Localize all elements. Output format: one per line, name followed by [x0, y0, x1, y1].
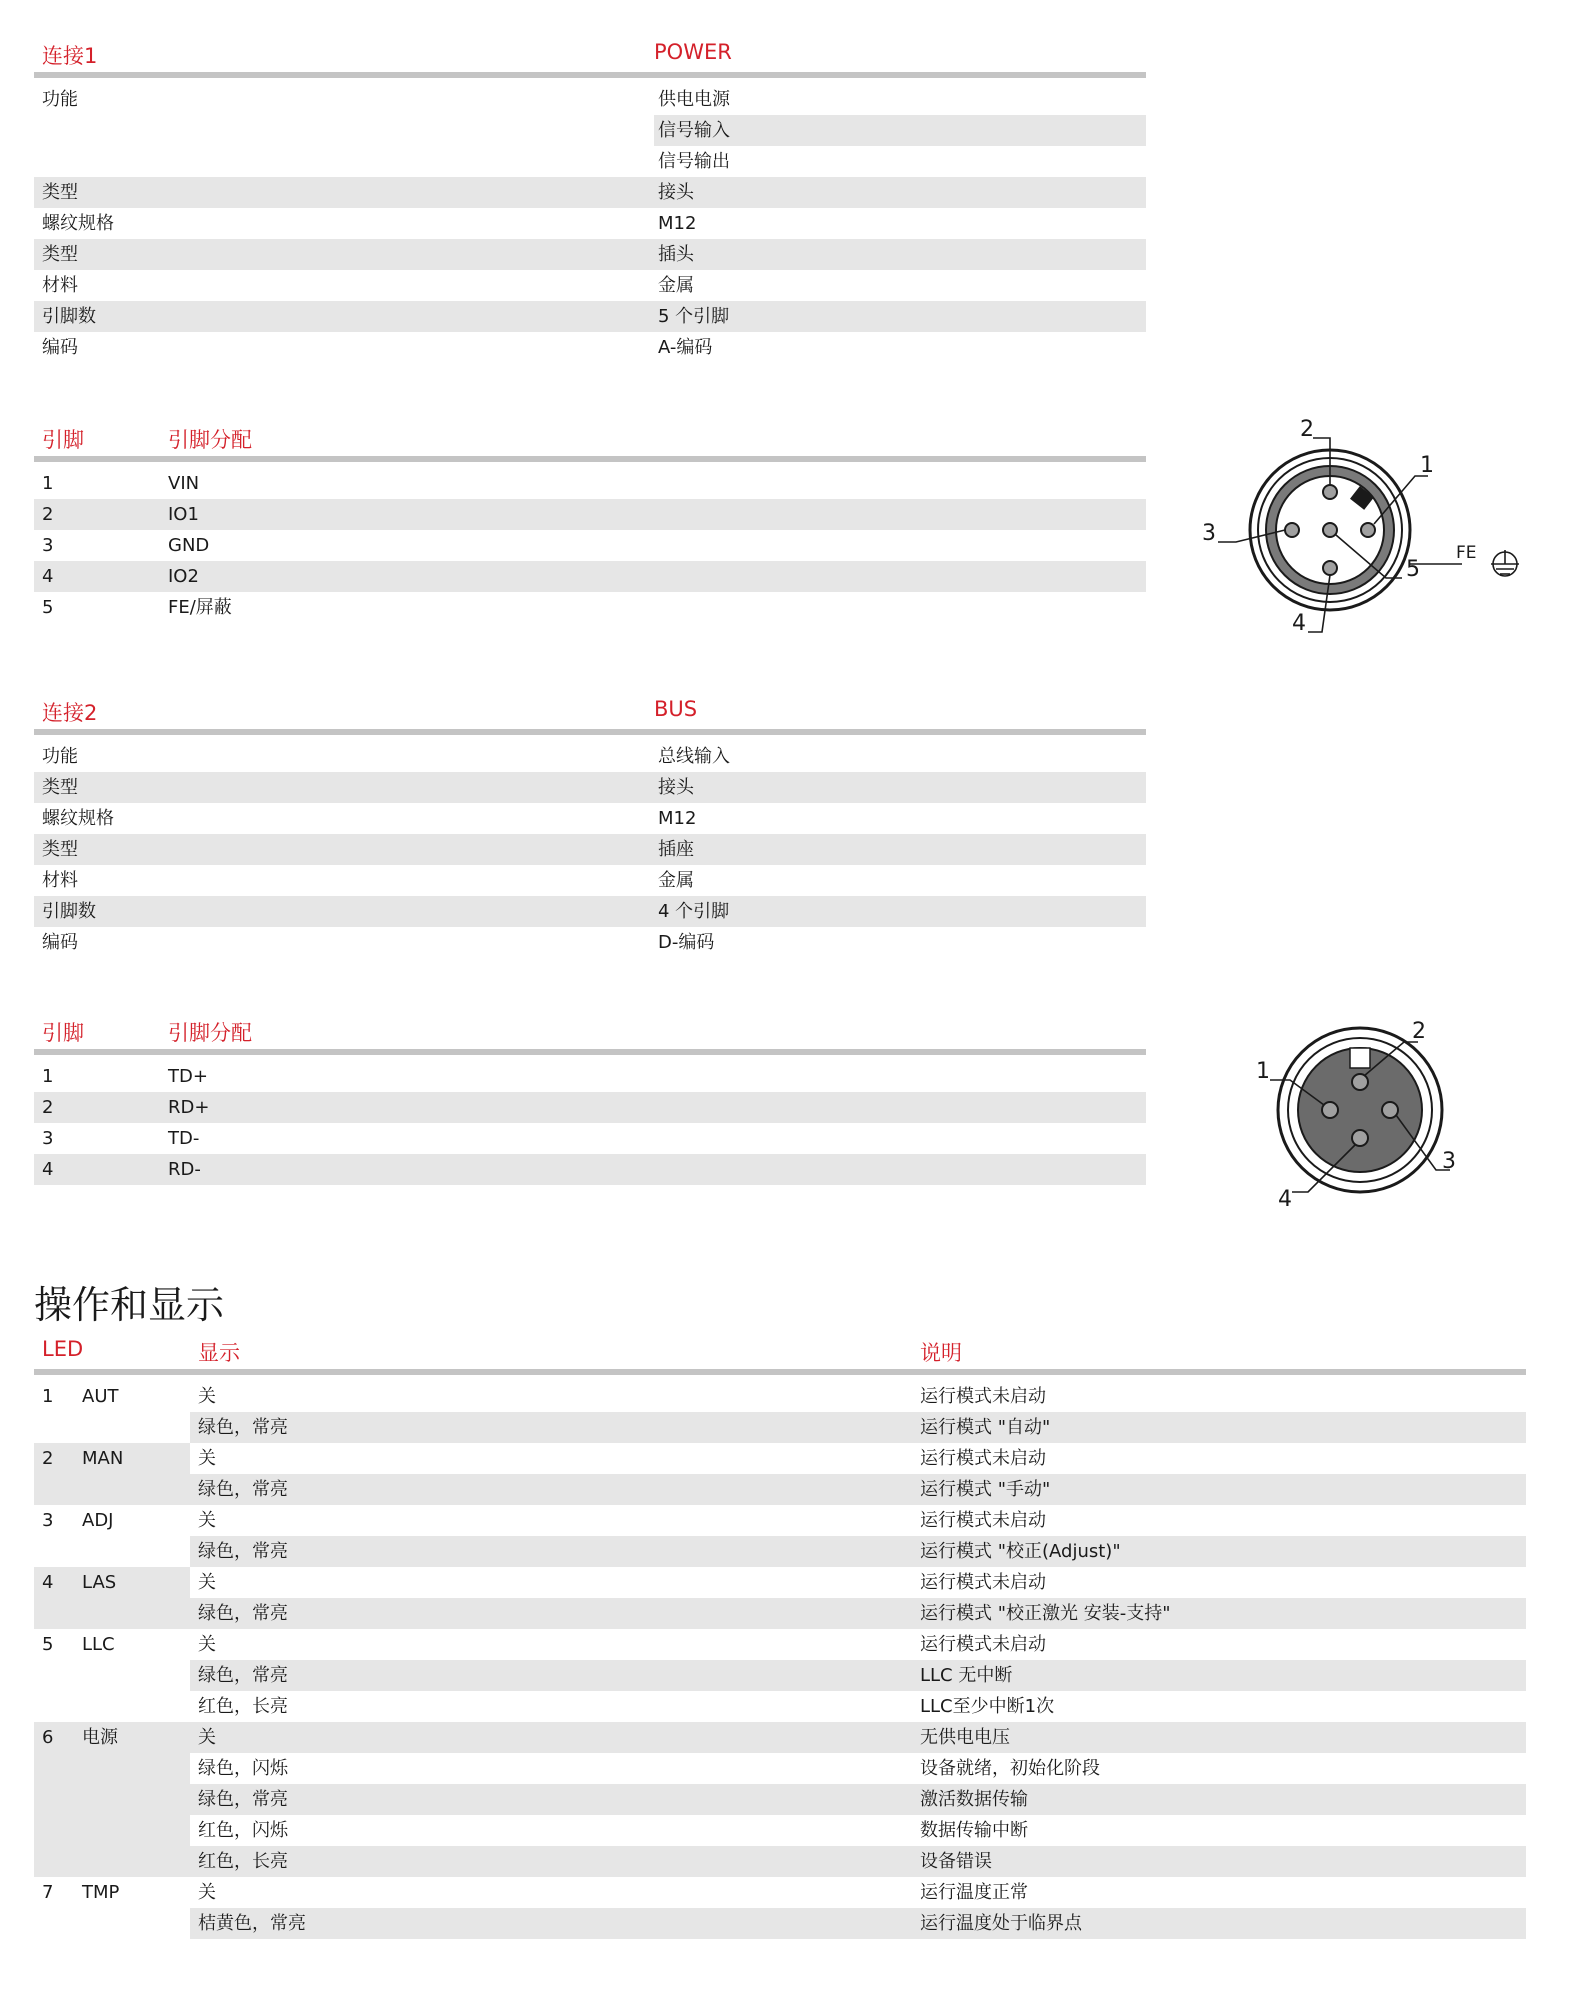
led-display-state: 关	[198, 1510, 216, 1531]
pin-number: 5	[42, 597, 54, 618]
led-display-state: 关	[198, 1448, 216, 1469]
pin-assignment-2-table	[34, 1003, 1146, 1185]
led-display-state: 绿色，常亮	[198, 1789, 288, 1810]
connection-1-header	[34, 26, 1146, 72]
property-value: M12	[658, 808, 697, 829]
led-display-state: 关	[198, 1572, 216, 1593]
led-number: 2	[42, 1448, 54, 1469]
table-row	[34, 1815, 1526, 1846]
section-title: 操作和显示	[34, 1283, 225, 1327]
pin-assignment: RD+	[168, 1097, 210, 1118]
table-row	[34, 1123, 1146, 1154]
table-row	[34, 1691, 1526, 1722]
table-row	[34, 896, 1146, 927]
led-column-header: LED	[42, 1337, 84, 1361]
led-display-state: 关	[198, 1727, 216, 1748]
row-stripe	[190, 1474, 1526, 1505]
pin-3-contact	[1285, 523, 1299, 537]
pin-number: 3	[42, 1128, 54, 1149]
property-value: 插头	[658, 244, 694, 265]
table-row	[34, 1629, 1526, 1660]
table-row	[34, 1753, 1526, 1784]
table-row	[34, 1660, 1526, 1691]
pins-2-header	[34, 1003, 1146, 1049]
led-name: ADJ	[82, 1510, 114, 1531]
table-row	[34, 1474, 1526, 1505]
assignment-column-header: 引脚分配	[168, 428, 252, 452]
led-name: MAN	[82, 1448, 124, 1469]
pin-2-label: 2	[1300, 417, 1314, 442]
table-row	[34, 208, 1146, 239]
row-stripe	[190, 1908, 1526, 1939]
connection-2-header	[34, 683, 1146, 729]
property-value: 接头	[658, 777, 694, 798]
pin-number: 4	[42, 566, 54, 587]
table-row	[34, 772, 1146, 803]
pin-assignment: IO2	[168, 566, 199, 587]
led-description: 运行模式未启动	[920, 1510, 1046, 1531]
table-row	[34, 1092, 1146, 1123]
led-display-state: 桔黄色，常亮	[198, 1913, 306, 1934]
led-name: LAS	[82, 1572, 117, 1593]
table-row	[34, 927, 1146, 958]
property-label: 类型	[42, 839, 78, 860]
table-row	[34, 592, 1146, 623]
ground-icon	[1491, 550, 1519, 576]
led-number: 4	[42, 1572, 54, 1593]
property-value: 总线输入	[658, 746, 730, 767]
table-row	[34, 1443, 1526, 1474]
led-table-header	[34, 1325, 1526, 1369]
table-row	[34, 1412, 1526, 1443]
led-table	[34, 1325, 1526, 1939]
pin-number: 2	[42, 504, 54, 525]
property-label: 编码	[42, 932, 78, 953]
pin-number: 1	[42, 473, 54, 494]
led-description: 运行模式未启动	[920, 1572, 1046, 1593]
header-divider	[34, 1369, 1526, 1375]
led-name: AUT	[82, 1386, 119, 1407]
row-stripe	[34, 1784, 190, 1815]
property-label: 螺纹规格	[42, 213, 114, 234]
pin-number: 3	[42, 535, 54, 556]
property-value: M12	[658, 213, 697, 234]
table-row	[34, 270, 1146, 301]
table-row	[34, 834, 1146, 865]
pin-2-label: 2	[1412, 1019, 1426, 1044]
led-name: LLC	[82, 1634, 115, 1655]
pin-3-label: 3	[1202, 521, 1216, 546]
table-row	[34, 1598, 1526, 1629]
property-label: 引脚数	[42, 306, 96, 327]
pin-assignment: RD-	[168, 1159, 201, 1180]
table-row	[34, 1784, 1526, 1815]
connection-2-title: 连接2	[42, 701, 98, 725]
pin-assignment: GND	[168, 535, 210, 556]
led-number: 1	[42, 1386, 54, 1407]
led-description: 设备错误	[920, 1851, 992, 1872]
property-label: 功能	[42, 89, 78, 110]
table-row	[34, 1154, 1146, 1185]
table-row	[34, 1567, 1526, 1598]
led-description: 设备就绪，初始化阶段	[920, 1758, 1100, 1779]
pin-number: 1	[42, 1066, 54, 1087]
property-label: 功能	[42, 746, 78, 767]
property-value: 金属	[658, 870, 694, 891]
led-display-state: 绿色，常亮	[198, 1479, 288, 1500]
property-label: 螺纹规格	[42, 808, 114, 829]
table-row	[34, 84, 1146, 115]
led-number: 3	[42, 1510, 54, 1531]
row-stripe	[34, 1753, 190, 1784]
led-display-state: 红色，长亮	[198, 1851, 288, 1872]
led-display-state: 绿色，闪烁	[198, 1758, 288, 1779]
property-label: 类型	[42, 777, 78, 798]
pin-column-header: 引脚	[42, 428, 84, 452]
property-label: 类型	[42, 182, 78, 203]
pin-4-contact	[1352, 1130, 1368, 1146]
led-description: LLC 无中断	[920, 1665, 1013, 1686]
led-description: 运行模式未启动	[920, 1448, 1046, 1469]
property-value: 金属	[658, 275, 694, 296]
table-row	[34, 803, 1146, 834]
table-row	[34, 1505, 1526, 1536]
property-value: 接头	[658, 182, 694, 203]
pin-number: 2	[42, 1097, 54, 1118]
led-name: TMP	[82, 1882, 120, 1903]
property-label: 材料	[42, 870, 78, 891]
led-display-state: 关	[198, 1882, 216, 1903]
property-label: 类型	[42, 244, 78, 265]
row-stripe	[190, 1598, 1526, 1629]
table-row	[34, 741, 1146, 772]
property-value: 供电电源	[658, 89, 730, 110]
pin-1-label: 1	[1420, 453, 1434, 478]
display-column-header: 显示	[198, 1341, 240, 1365]
pin-4-label: 4	[1292, 611, 1306, 636]
table-row	[34, 1381, 1526, 1412]
table-row	[34, 1536, 1526, 1567]
pin-assignment: TD+	[168, 1066, 208, 1087]
table-row	[34, 1877, 1526, 1908]
pin-column-header: 引脚	[42, 1021, 84, 1045]
pin-assignment: FE/屏蔽	[168, 597, 232, 618]
led-description: 运行模式 "手动"	[920, 1479, 1051, 1500]
led-display-state: 绿色，常亮	[198, 1541, 288, 1562]
row-stripe	[34, 1815, 190, 1846]
pin-5-label: 5	[1406, 557, 1420, 582]
row-stripe	[190, 1536, 1526, 1567]
property-label: 编码	[42, 337, 78, 358]
led-display-state: 红色，长亮	[198, 1696, 288, 1717]
fe-label: FE	[1456, 543, 1477, 563]
led-display-state: 绿色，常亮	[198, 1665, 288, 1686]
pin-1-contact	[1361, 523, 1375, 537]
table-row	[34, 239, 1146, 270]
property-value: 插座	[658, 839, 694, 860]
pin-assignment: TD-	[168, 1128, 200, 1149]
led-description: 数据传输中断	[920, 1820, 1028, 1841]
table-row	[34, 301, 1146, 332]
pin-4-label: 4	[1278, 1187, 1292, 1212]
property-value: 5 个引脚	[658, 306, 730, 327]
led-display-state: 绿色，常亮	[198, 1603, 288, 1624]
property-value: A-编码	[658, 337, 713, 358]
row-stripe	[190, 1722, 1526, 1753]
led-number: 7	[42, 1882, 54, 1903]
property-value: D-编码	[658, 932, 715, 953]
led-display-state: 绿色，常亮	[198, 1417, 288, 1438]
pin-3-label: 3	[1442, 1149, 1456, 1174]
table-row	[34, 177, 1146, 208]
property-label: 引脚数	[42, 901, 96, 922]
led-description: LLC至少中断1次	[920, 1696, 1055, 1717]
header-divider	[34, 72, 1146, 78]
pin-number: 4	[42, 1159, 54, 1180]
pin-2-contact	[1323, 485, 1337, 499]
led-description: 运行模式未启动	[920, 1634, 1046, 1655]
row-stripe	[34, 1598, 190, 1629]
connection-1-title: 连接1	[42, 44, 98, 68]
table-row	[34, 530, 1146, 561]
table-row	[34, 146, 1146, 177]
row-stripe	[190, 1412, 1526, 1443]
pin-1-label: 1	[1256, 1059, 1270, 1084]
table-row	[34, 499, 1146, 530]
property-value: 信号输出	[658, 151, 730, 172]
led-number: 5	[42, 1634, 54, 1655]
table-row	[34, 1722, 1526, 1753]
led-description: 运行模式 "自动"	[920, 1417, 1051, 1438]
led-description: 激活数据传输	[920, 1789, 1028, 1810]
led-description: 运行模式 "校正激光 安装-支持"	[920, 1603, 1171, 1624]
pin-assignment: IO1	[168, 504, 199, 525]
assignment-column-header: 引脚分配	[168, 1021, 252, 1045]
property-label: 材料	[42, 275, 78, 296]
led-description: 运行温度正常	[920, 1882, 1028, 1903]
pin-assignment-1-table	[34, 410, 1146, 623]
led-description: 运行模式 "校正(Adjust)"	[920, 1541, 1121, 1562]
property-value: 信号输入	[658, 120, 730, 141]
pin-5-contact	[1323, 523, 1337, 537]
description-column-header: 说明	[920, 1341, 962, 1365]
led-display-state: 关	[198, 1634, 216, 1655]
connector-1-pinout-diagram	[1200, 410, 1540, 650]
table-row	[34, 865, 1146, 896]
pin-4-contact	[1323, 561, 1337, 575]
table-row	[34, 1846, 1526, 1877]
table-row	[34, 468, 1146, 499]
row-stripe	[190, 1660, 1526, 1691]
led-description: 运行模式未启动	[920, 1386, 1046, 1407]
led-display-state: 关	[198, 1386, 216, 1407]
pin-2-contact	[1352, 1074, 1368, 1090]
header-divider	[34, 456, 1146, 462]
table-row	[34, 1061, 1146, 1092]
connector-2-pinout-diagram	[1250, 1000, 1490, 1220]
pin-assignment: VIN	[168, 473, 200, 494]
row-stripe	[34, 1474, 190, 1505]
connection-1-table	[34, 26, 1146, 363]
led-name: 电源	[82, 1727, 118, 1748]
table-row	[34, 115, 1146, 146]
property-value: 4 个引脚	[658, 901, 730, 922]
row-stripe	[190, 1784, 1526, 1815]
row-stripe	[34, 1846, 190, 1877]
pins-1-header	[34, 410, 1146, 456]
led-description: 运行温度处于临界点	[920, 1913, 1082, 1934]
table-row	[34, 561, 1146, 592]
row-stripe	[190, 1846, 1526, 1877]
connection-1-type: POWER	[654, 40, 732, 64]
connection-2-type: BUS	[654, 697, 698, 721]
led-display-state: 红色，闪烁	[198, 1820, 288, 1841]
connection-2-table	[34, 683, 1146, 958]
table-row	[34, 332, 1146, 363]
led-description: 无供电电压	[920, 1727, 1010, 1748]
header-divider	[34, 729, 1146, 735]
table-row	[34, 1908, 1526, 1939]
led-number: 6	[42, 1727, 54, 1748]
header-divider	[34, 1049, 1146, 1055]
